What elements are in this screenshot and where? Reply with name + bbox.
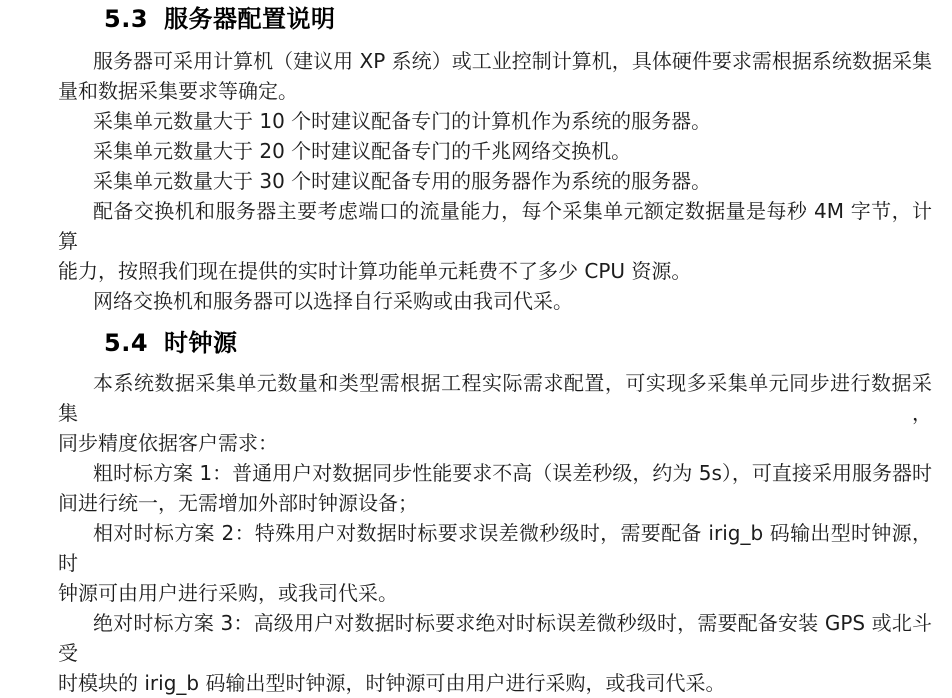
text-line: 网络交换机和服务器可以选择自行采购或由我司代采。 — [93, 289, 573, 313]
text-line: 服务器可采用计算机（建议用 XP 系统）或工业控制计算机，具体硬件要求需根据系统数据采集 — [93, 49, 932, 73]
section-heading-5-3 — [58, 2, 932, 36]
text-line: 配备交换机和服务器主要考虑端口的流量能力，每个采集单元额定数据量是每秒 4M 字节，计算 — [58, 199, 932, 253]
paragraph — [58, 166, 932, 196]
text-line: 采集单元数量大于 10 个时建议配备专门的计算机作为系统的服务器。 — [93, 109, 712, 133]
section-heading-5-4 — [58, 326, 932, 360]
paragraph — [58, 518, 932, 608]
text-line: 时模块的 irig_b 码输出型时钟源，时钟源可由用户进行采购，或我司代采。 — [58, 671, 726, 695]
heading-number: 5.3 — [104, 5, 149, 33]
text-line: 同步精度依据客户需求： — [58, 431, 278, 455]
text-line: 量和数据采集要求等确定。 — [58, 79, 298, 103]
text-line: 采集单元数量大于 20 个时建议配备专门的千兆网络交换机。 — [93, 139, 632, 163]
paragraph — [58, 608, 932, 698]
heading-title: 时钟源 — [164, 329, 238, 357]
heading-title: 服务器配置说明 — [164, 5, 336, 33]
text-line: 相对时标方案 2：特殊用户对数据时标要求误差微秒级时，需要配备 irig_b 码输出型时钟源，时 — [58, 521, 932, 575]
paragraph — [58, 106, 932, 136]
text-line: 采集单元数量大于 30 个时建议配备专用的服务器作为系统的服务器。 — [93, 169, 712, 193]
paragraph — [58, 46, 932, 106]
paragraph — [58, 196, 932, 286]
paragraph — [58, 286, 932, 316]
text-line: 绝对时标方案 3：高级用户对数据时标要求绝对时标误差微秒级时，需要配备安装 GPS 或北斗受 — [58, 611, 932, 665]
text-line: 钟源可由用户进行采购，或我司代采。 — [58, 581, 398, 605]
paragraph — [58, 458, 932, 518]
text-line: 间进行统一，无需增加外部时钟源设备； — [58, 491, 418, 515]
text-line: 能力，按照我们现在提供的实时计算功能单元耗费不了多少 CPU 资源。 — [58, 259, 692, 283]
text-line: 粗时标方案 1：普通用户对数据同步性能要求不高（误差秒级，约为 5s），可直接采用服务器时 — [93, 461, 932, 485]
text-line: 本系统数据采集单元数量和类型需根据工程实际需求配置，可实现多采集单元同步进行数据采集， — [58, 371, 932, 425]
heading-number: 5.4 — [104, 329, 149, 357]
paragraph — [58, 368, 932, 458]
paragraph — [58, 136, 932, 166]
